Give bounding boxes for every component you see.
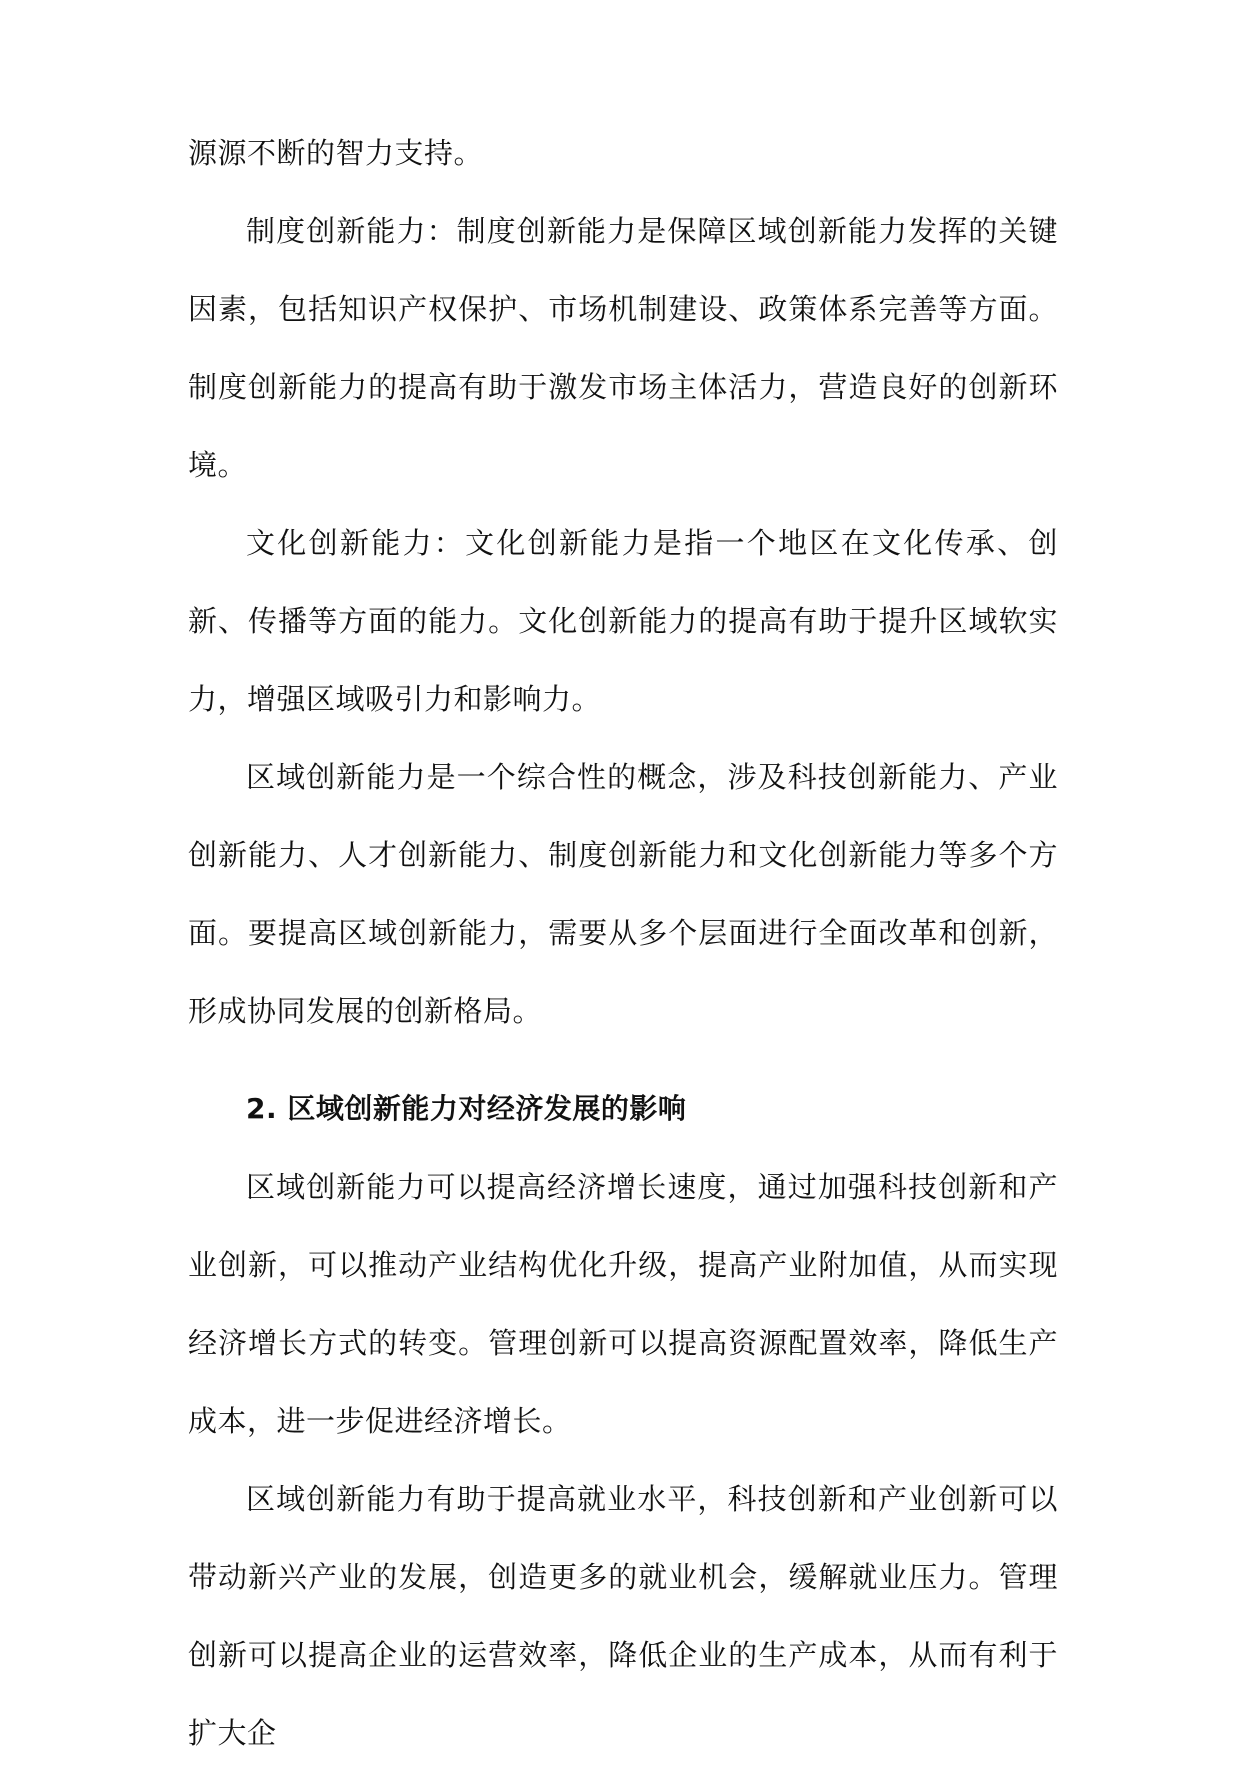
paragraph-economic-growth: 区域创新能力可以提高经济增长速度，通过加强科技创新和产业创新，可以推动产业结构优化升级，提高产业附加值，从而实现经济增长方式的转变。管理创新可以提高资源配置效率，降低生产成本，进一步促进经济增长。 <box>188 1170 1058 1438</box>
paragraph-institutional-innovation: 制度创新能力：制度创新能力是保障区域创新能力发挥的关键因素，包括知识产权保护、市场机制建设、政策体系完善等方面。制度创新能力的提高有助于激发市场主体活力，营造良好的创新环境。 <box>188 214 1058 482</box>
section-heading: 2. 区域创新能力对经济发展的影响 <box>246 1092 687 1125</box>
paragraph-regional-innovation-summary: 区域创新能力是一个综合性的概念，涉及科技创新能力、产业创新能力、人才创新能力、制度创新能力和文化创新能力等多个方面。要提高区域创新能力，需要从多个层面进行全面改革和创新，形成协同发展的创新格局。 <box>188 760 1058 1028</box>
paragraph-cultural-innovation: 文化创新能力：文化创新能力是指一个地区在文化传承、创新、传播等方面的能力。文化创新能力的提高有助于提升区域软实力，增强区域吸引力和影响力。 <box>188 526 1058 716</box>
paragraph-continuation: 源源不断的智力支持。 <box>188 136 484 170</box>
body-text <box>188 114 1058 1772</box>
paragraph-employment: 区域创新能力有助于提高就业水平，科技创新和产业创新可以带动新兴产业的发展，创造更多的就业机会，缓解就业压力。管理创新可以提高企业的运营效率，降低企业的生产成本，从而有利于扩大企 <box>188 1482 1058 1750</box>
